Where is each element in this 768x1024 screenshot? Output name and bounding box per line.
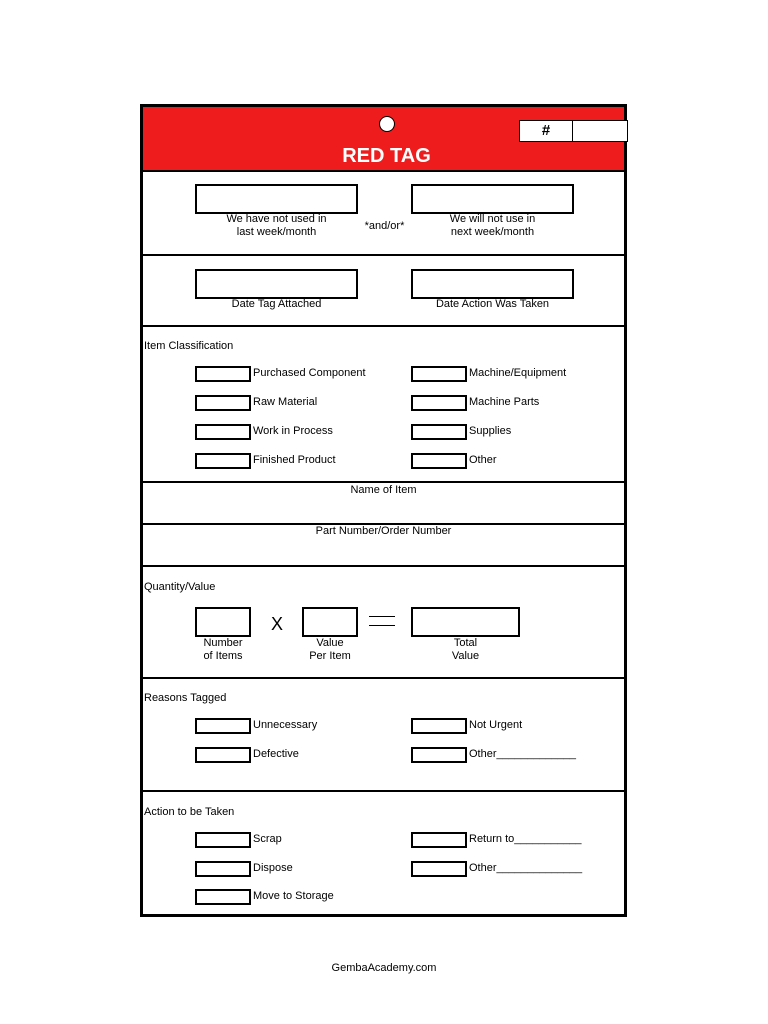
action-option-label: Move to Storage bbox=[253, 890, 334, 902]
action-checkbox[interactable] bbox=[411, 832, 467, 848]
date-attached-label: Date Tag Attached bbox=[231, 298, 322, 310]
tag-number-field[interactable] bbox=[573, 120, 628, 142]
date-action-label: Date Action Was Taken bbox=[435, 298, 550, 310]
divider bbox=[143, 254, 624, 256]
classification-option-label: Supplies bbox=[469, 425, 512, 437]
reason-option-label: Not Urgent bbox=[469, 719, 523, 731]
reason-checkbox[interactable] bbox=[195, 718, 251, 734]
classification-checkbox[interactable] bbox=[195, 366, 251, 382]
divider bbox=[143, 325, 624, 327]
total-value-label: Total Value bbox=[451, 637, 480, 662]
part-number-label: Part Number/Order Number bbox=[315, 525, 452, 537]
action-option-label: Return to___________ bbox=[469, 833, 582, 845]
value-per-item-field[interactable] bbox=[302, 607, 358, 637]
classification-checkbox[interactable] bbox=[195, 395, 251, 411]
classification-option-label: Finished Product bbox=[253, 454, 336, 466]
divider bbox=[143, 677, 624, 679]
tag-title: RED TAG bbox=[342, 145, 431, 167]
number-label: # bbox=[519, 120, 573, 142]
actions-heading: Action to be Taken bbox=[144, 806, 235, 818]
will-not-use-label: We will not use in next week/month bbox=[449, 213, 536, 238]
classification-option-label: Machine/Equipment bbox=[469, 367, 567, 379]
not-used-field[interactable] bbox=[195, 184, 358, 214]
classification-checkbox[interactable] bbox=[411, 453, 467, 469]
red-tag-form bbox=[140, 104, 627, 917]
date-action-field[interactable] bbox=[411, 269, 574, 299]
divider bbox=[143, 481, 624, 483]
action-checkbox[interactable] bbox=[411, 861, 467, 877]
classification-checkbox[interactable] bbox=[411, 395, 467, 411]
equals-icon bbox=[369, 616, 395, 626]
action-option-label: Scrap bbox=[253, 833, 282, 845]
value-per-item-label: Value Per Item bbox=[309, 637, 351, 662]
total-value-field[interactable] bbox=[411, 607, 520, 637]
footer-credit: GembaAcademy.com bbox=[331, 962, 437, 974]
times-sign: X bbox=[271, 614, 284, 634]
action-checkbox[interactable] bbox=[195, 861, 251, 877]
classification-option-label: Raw Material bbox=[253, 396, 318, 408]
classification-heading: Item Classification bbox=[144, 340, 234, 352]
classification-checkbox[interactable] bbox=[195, 424, 251, 440]
classification-option-label: Machine Parts bbox=[469, 396, 540, 408]
divider bbox=[143, 565, 624, 567]
reasons-heading: Reasons Tagged bbox=[144, 692, 227, 704]
tag-header bbox=[143, 107, 624, 172]
reason-option-label: Defective bbox=[253, 748, 299, 760]
not-used-label: We have not used in last week/month bbox=[226, 213, 327, 238]
name-of-item-label: Name of Item bbox=[350, 484, 417, 496]
classification-option-label: Work in Process bbox=[253, 425, 333, 437]
action-checkbox[interactable] bbox=[195, 889, 251, 905]
will-not-use-field[interactable] bbox=[411, 184, 574, 214]
divider bbox=[143, 790, 624, 792]
date-attached-field[interactable] bbox=[195, 269, 358, 299]
reason-checkbox[interactable] bbox=[411, 747, 467, 763]
action-option-label: Other______________ bbox=[469, 862, 583, 874]
reason-checkbox[interactable] bbox=[411, 718, 467, 734]
tag-hole-icon bbox=[379, 116, 395, 132]
and-or-label: *and/or* bbox=[364, 220, 405, 232]
classification-checkbox[interactable] bbox=[411, 424, 467, 440]
classification-checkbox[interactable] bbox=[195, 453, 251, 469]
classification-checkbox[interactable] bbox=[411, 366, 467, 382]
reason-option-label: Unnecessary bbox=[253, 719, 318, 731]
reason-option-label: Other_____________ bbox=[469, 748, 577, 760]
action-option-label: Dispose bbox=[253, 862, 293, 874]
classification-option-label: Purchased Component bbox=[253, 367, 366, 379]
reason-checkbox[interactable] bbox=[195, 747, 251, 763]
quantity-heading: Quantity/Value bbox=[144, 581, 216, 593]
number-of-items-field[interactable] bbox=[195, 607, 251, 637]
action-checkbox[interactable] bbox=[195, 832, 251, 848]
classification-option-label: Other bbox=[469, 454, 497, 466]
number-of-items-label: Number of Items bbox=[203, 637, 243, 662]
